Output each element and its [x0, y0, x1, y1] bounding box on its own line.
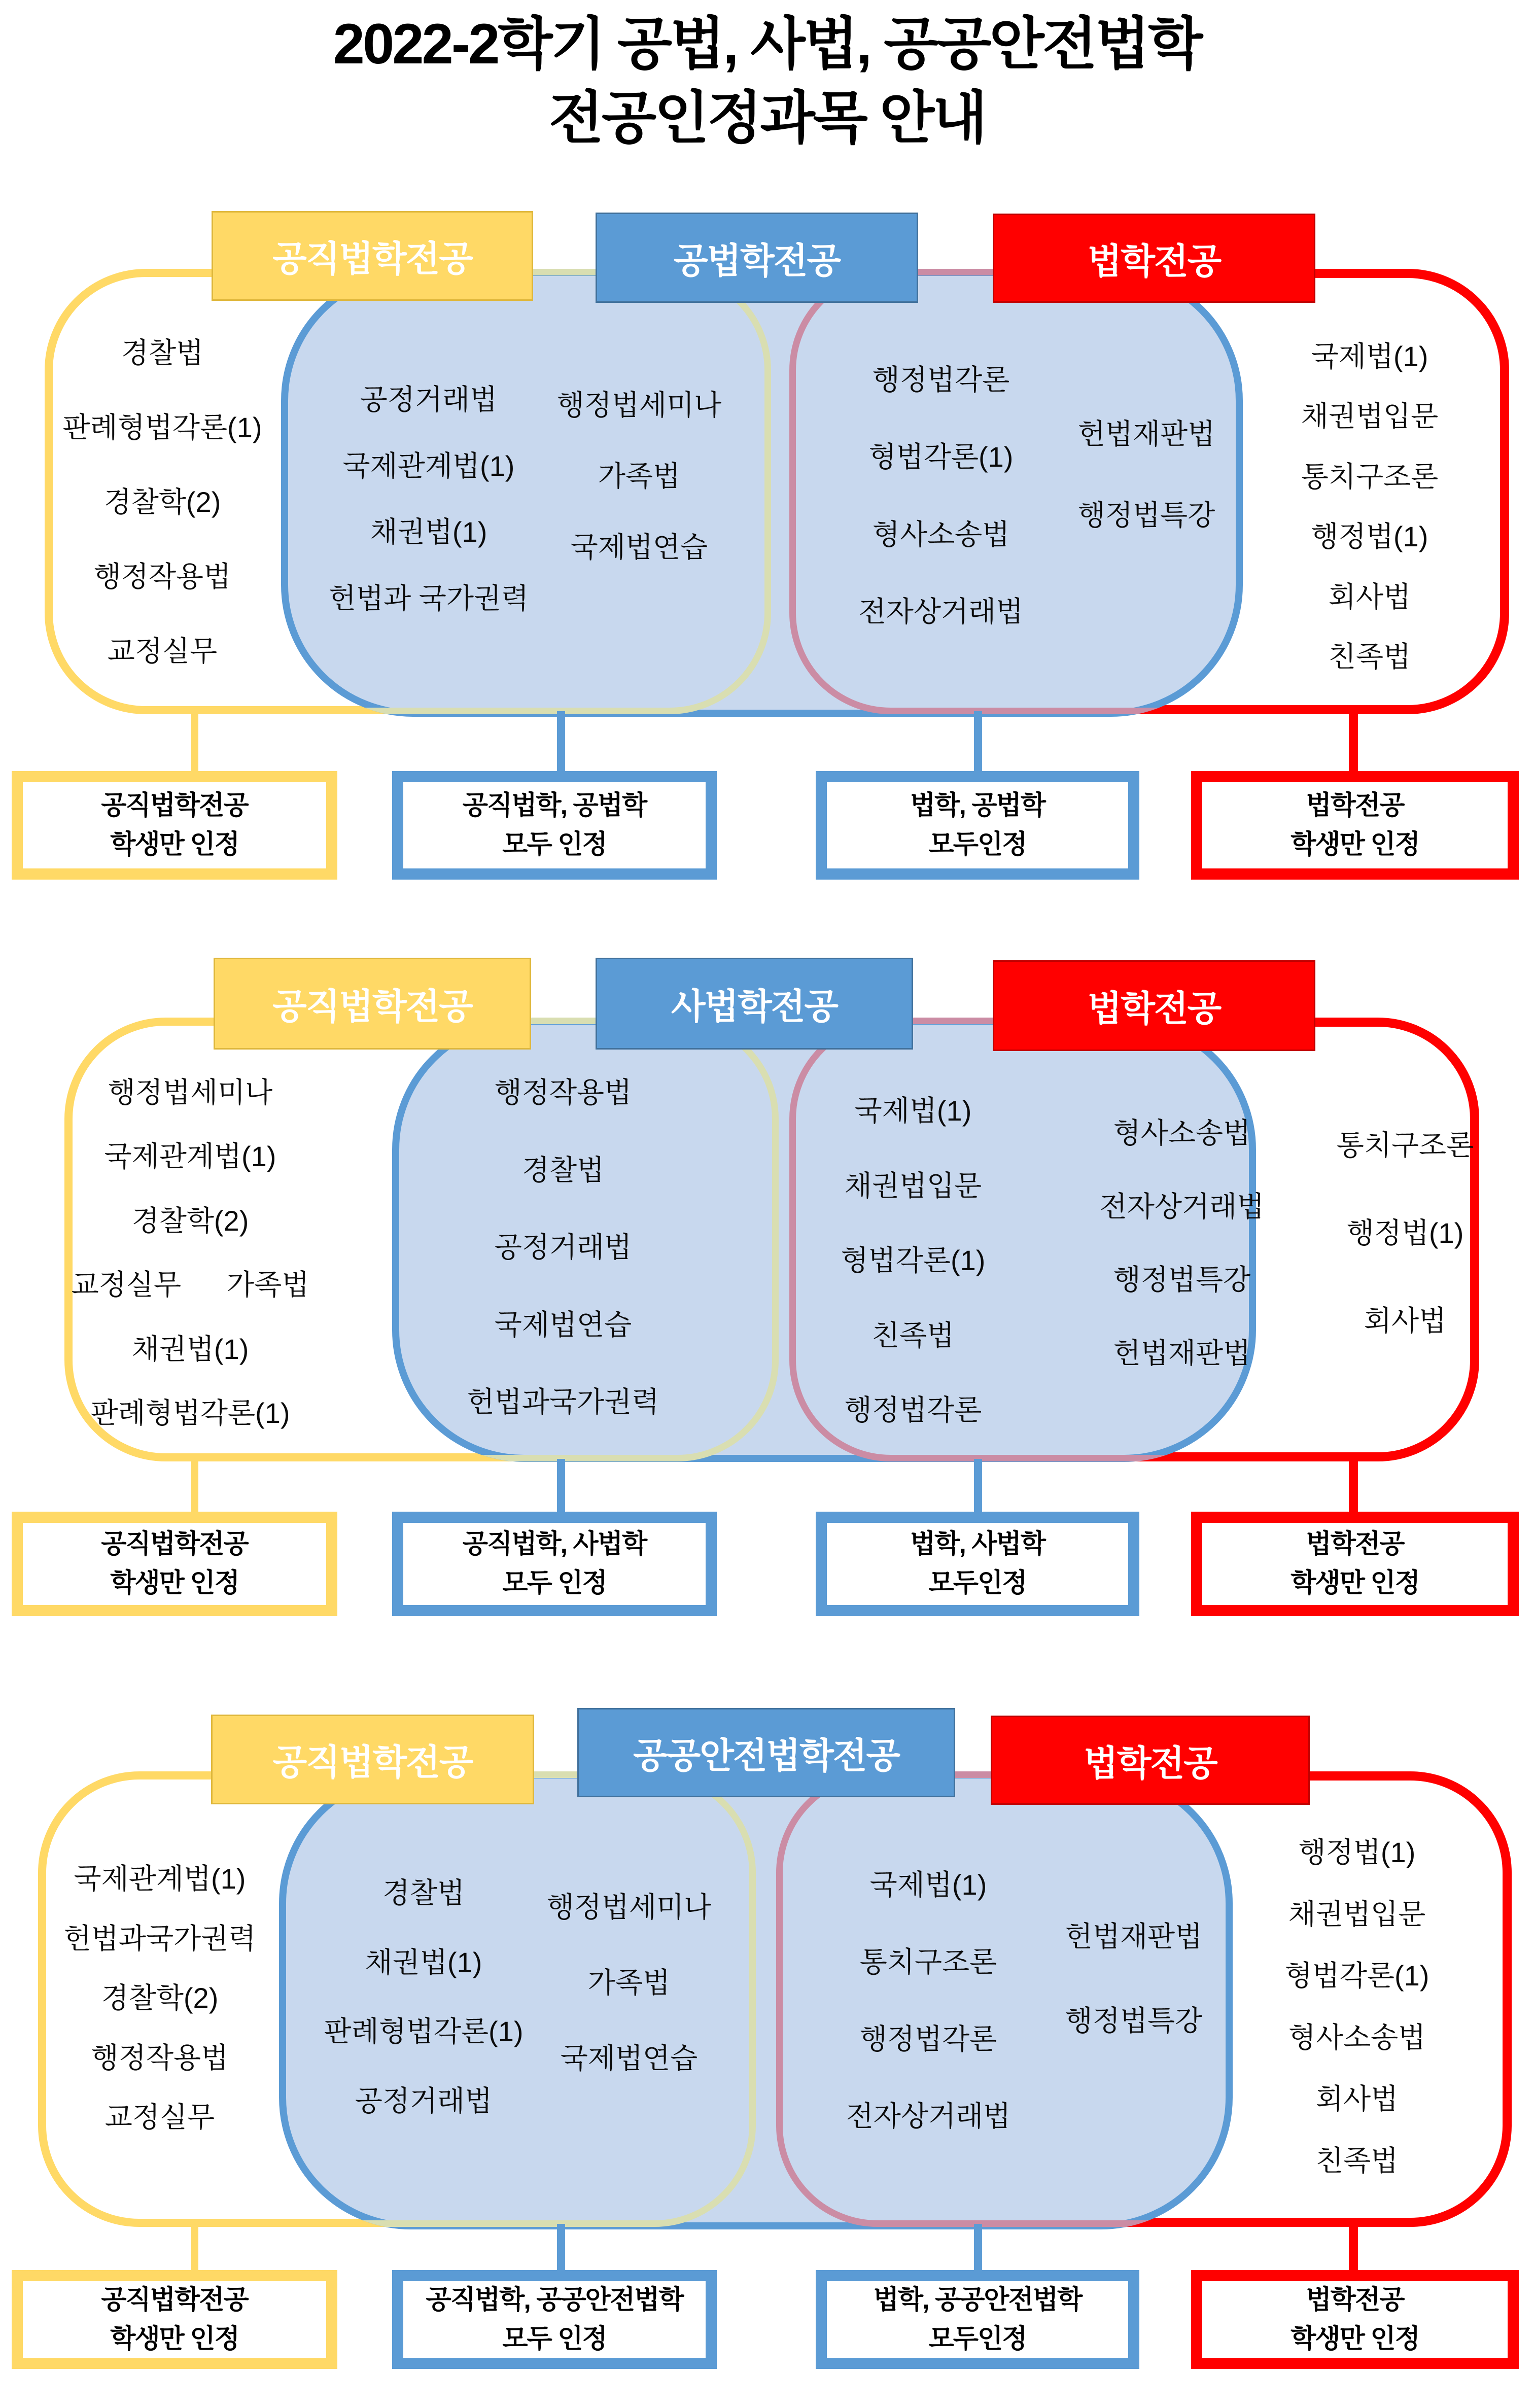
- course-item: 행정법(1): [1311, 520, 1428, 553]
- course-item: 가족법: [598, 460, 681, 492]
- course-item: 헌법과국가권력: [63, 1922, 256, 1955]
- course-row: [860, 2017, 997, 2057]
- course-row: [343, 444, 515, 484]
- legend-box-line: 학생만 인정: [1291, 830, 1419, 859]
- course-item: 채권법(1): [370, 516, 487, 548]
- course-item: 교정실무: [107, 635, 218, 667]
- legend-box-3: [816, 2270, 1139, 2369]
- course-row: [72, 1263, 309, 1303]
- legend-box-line: 공직법학전공: [101, 2285, 248, 2315]
- course-item: 형법각론(1): [841, 1244, 986, 1276]
- major-header-yellow: 공직법학전공: [214, 958, 531, 1050]
- course-item: 전자상거래법: [858, 595, 1024, 627]
- course-row: [108, 1070, 273, 1111]
- course-row: [1288, 1892, 1425, 1933]
- course-item: 형법각론(1): [1284, 1960, 1430, 1992]
- legend-box-2: [392, 1512, 717, 1616]
- course-item: 전자상거래법: [1099, 1190, 1265, 1223]
- course-item: 국제법(1): [854, 1095, 972, 1127]
- course-item: 판례형법각론(1): [62, 411, 262, 443]
- course-item: 판례형법각론(1): [90, 1397, 290, 1429]
- course-row: [495, 1070, 632, 1111]
- course-item: 채권법(1): [365, 1946, 482, 1978]
- legend-box-1: [12, 1512, 337, 1616]
- course-item: 교정실무: [104, 2101, 215, 2133]
- legend-box-line: 모두 인정: [502, 1568, 607, 1598]
- course-row: [1301, 394, 1438, 435]
- course-item: 형사소송법: [1113, 1117, 1251, 1149]
- course-row: [1299, 1830, 1416, 1871]
- course-item: 행정법(1): [1346, 1217, 1464, 1249]
- course-item: 경찰학(2): [131, 1204, 249, 1237]
- legend-box-line: 공직법학전공: [101, 1529, 248, 1559]
- connector-line: [557, 2224, 565, 2271]
- zone-right-only: [1299, 1123, 1512, 1339]
- legend-box-line: 모두인정: [928, 1568, 1027, 1598]
- course-row: [1347, 1211, 1464, 1251]
- zone-left-overlap-1: [315, 377, 543, 617]
- legend-box-2: [392, 2270, 717, 2369]
- course-row: [324, 2009, 523, 2050]
- course-row: [845, 1164, 982, 1204]
- course-row: [64, 1916, 256, 1957]
- course-row: [382, 1871, 465, 1911]
- course-row: [1311, 514, 1428, 555]
- course-item: 가족법: [587, 1967, 671, 1999]
- legend-box-line: 법학전공: [1306, 1529, 1404, 1559]
- course-item: 전자상거래법: [846, 2100, 1011, 2132]
- course-row: [101, 1976, 219, 2016]
- major-header-blue: 공법학전공: [596, 213, 918, 303]
- legend-box-line: 학생만 인정: [1291, 1568, 1419, 1598]
- connector-line: [191, 711, 198, 773]
- connector-line: [557, 1459, 565, 1513]
- course-item: 행정법특강: [1065, 2005, 1203, 2037]
- legend-box-line: 학생만 인정: [110, 2324, 239, 2354]
- course-row: [132, 1327, 249, 1368]
- major-header-red: 법학전공: [993, 960, 1315, 1051]
- connector-line: [557, 711, 565, 773]
- course-row: [360, 377, 497, 418]
- legend-box-line: 학생만 인정: [110, 1568, 239, 1598]
- course-row: [1288, 2015, 1425, 2056]
- major-header-blue: 사법학전공: [596, 958, 913, 1050]
- legend-box-3: [816, 771, 1139, 880]
- course-item: 경찰법: [521, 1154, 605, 1186]
- legend-box-line: 공직법학, 공공안전법학: [426, 2285, 683, 2315]
- zone-right-only: [1258, 334, 1481, 675]
- course-item: 헌법재판법: [1113, 1337, 1251, 1369]
- course-row: [522, 1148, 604, 1189]
- course-row: [1113, 1111, 1250, 1151]
- course-item: 경찰학(2): [103, 486, 221, 518]
- course-row: [869, 435, 1014, 475]
- zone-left-overlap-2: [528, 383, 751, 566]
- course-item: 행정작용법: [91, 2041, 229, 2074]
- course-row: [108, 629, 217, 670]
- course-row: [94, 554, 231, 595]
- course-row: [1364, 1299, 1446, 1339]
- course-item: 행정법특강: [1077, 499, 1215, 531]
- course-row: [557, 383, 722, 424]
- course-item: 행정법세미나: [546, 1891, 712, 1923]
- course-item: 헌법재판법: [1065, 1921, 1203, 1952]
- legend-box-line: 법학, 공법학: [910, 791, 1045, 821]
- zone-right-overlap-2: [1025, 1914, 1243, 2039]
- course-row: [1329, 635, 1411, 675]
- course-item: 경찰학(2): [101, 1982, 219, 2014]
- course-item: 행정법특강: [1113, 1264, 1251, 1296]
- course-item: 공정거래법: [494, 1231, 632, 1263]
- legend-box-1: [12, 771, 337, 880]
- course-row: [1285, 1953, 1430, 1994]
- course-item: 경찰법: [382, 1877, 465, 1909]
- connector-line: [191, 2224, 198, 2271]
- connector-line: [1349, 2224, 1358, 2271]
- major-header-yellow: 공직법학전공: [211, 1715, 534, 1804]
- course-row: [1100, 1184, 1265, 1225]
- zone-left-overlap-2: [517, 1885, 741, 2077]
- zone-right-overlap-1: [817, 1863, 1040, 2135]
- course-item: 헌법재판법: [1077, 418, 1215, 450]
- legend-box-4: [1191, 2270, 1519, 2369]
- legend-box-line: 법학전공: [1306, 791, 1404, 821]
- legend-box-line: 공직법학전공: [101, 791, 248, 821]
- legend-box-1: [12, 2270, 337, 2369]
- course-item: 국제법연습: [570, 531, 708, 563]
- course-row: [870, 1863, 987, 1903]
- major-header-blue: 공공안전법학전공: [577, 1708, 955, 1797]
- connector-line: [191, 1459, 198, 1513]
- course-row: [1078, 412, 1215, 452]
- course-row: [90, 1391, 290, 1432]
- zone-left-overlap-1: [446, 1070, 680, 1420]
- course-item: 회사법: [1315, 2083, 1399, 2115]
- connector-line: [974, 2224, 982, 2271]
- course-row: [571, 525, 708, 566]
- zone-left-only: [48, 1070, 332, 1432]
- course-item: 행정법각론: [872, 364, 1010, 396]
- legend-box-line: 학생만 인정: [110, 830, 239, 859]
- course-row: [859, 589, 1024, 630]
- title-line-2: 전공인정과목 안내: [548, 86, 986, 150]
- course-row: [1065, 1999, 1202, 2039]
- course-item: 공정거래법: [355, 2084, 493, 2117]
- zone-right-overlap-2: [1035, 412, 1258, 534]
- course-row: [467, 1380, 659, 1420]
- course-row: [598, 454, 680, 495]
- legend-box-line: 공직법학, 사법학: [462, 1529, 647, 1559]
- course-row: [1316, 2139, 1398, 2179]
- connector-line: [974, 1459, 982, 1513]
- course-item: 형사소송법: [1288, 2021, 1426, 2053]
- course-row: [873, 512, 1009, 553]
- course-item: 행정법세미나: [556, 389, 722, 421]
- legend-box-line: 법학전공: [1306, 2285, 1404, 2315]
- zone-left-only: [38, 1857, 282, 2136]
- course-item: 채권법(1): [131, 1333, 249, 1365]
- course-row: [561, 2036, 698, 2077]
- course-row: [873, 358, 1009, 398]
- course-row: [1065, 1914, 1202, 1955]
- course-row: [495, 1303, 632, 1343]
- course-row: [74, 1857, 246, 1897]
- course-row: [365, 1940, 482, 1981]
- course-item: 국제관계법(1): [104, 1140, 276, 1173]
- course-item: 채권법입문: [1301, 400, 1439, 433]
- course-item: 형사소송법: [872, 518, 1010, 550]
- legend-box-line: 모두 인정: [502, 2324, 607, 2354]
- course-item: 친족법: [1315, 2144, 1399, 2177]
- major-header-red: 법학전공: [991, 1716, 1310, 1805]
- course-row: [1311, 334, 1428, 375]
- course-item: 통치구조론: [859, 1946, 997, 1978]
- course-row: [872, 1313, 954, 1354]
- course-row: [588, 1961, 670, 2001]
- course-item: 형법각론(1): [868, 441, 1014, 473]
- course-item: 공정거래법: [360, 383, 498, 415]
- zone-right-overlap-1: [827, 358, 1055, 630]
- course-row: [132, 1199, 249, 1239]
- course-item: 통치구조론: [1336, 1129, 1474, 1161]
- course-row: [495, 1225, 632, 1266]
- course-row: [105, 2095, 215, 2136]
- course-item: 국제법연습: [494, 1308, 632, 1341]
- course-item: 행정작용법: [494, 1076, 632, 1108]
- course-row: [62, 405, 262, 446]
- course-item: 채권법입문: [1288, 1898, 1426, 1930]
- legend-box-line: 모두인정: [928, 830, 1027, 859]
- course-row: [104, 480, 221, 520]
- legend-box-4: [1191, 1512, 1519, 1616]
- course-item: 회사법: [1364, 1305, 1447, 1337]
- connector-line: [974, 711, 982, 773]
- course-row: [547, 1885, 712, 1926]
- course-item: 국제법연습: [560, 2042, 698, 2074]
- course-item: 통치구조론: [1301, 460, 1439, 493]
- course-row: [841, 1238, 986, 1279]
- course-item: 친족법: [871, 1319, 955, 1351]
- course-row: [329, 576, 529, 617]
- course-row: [845, 1388, 982, 1428]
- course-row: [1113, 1258, 1250, 1298]
- course-row: [355, 2079, 492, 2119]
- course-item: 회사법: [1328, 580, 1411, 613]
- zone-right-only: [1248, 1830, 1466, 2179]
- course-item: 행정작용법: [93, 561, 231, 592]
- connector-line: [1349, 1459, 1358, 1513]
- course-row: [104, 1134, 276, 1175]
- course-item: 국제법(1): [869, 1869, 987, 1901]
- course-row: [846, 2094, 1011, 2135]
- course-item: 국제법(1): [1311, 340, 1428, 372]
- course-item: 경찰법: [121, 337, 204, 369]
- page-title: [0, 7, 1534, 155]
- course-item: 교정실무: [71, 1269, 182, 1301]
- course-item: 국제관계법(1): [342, 449, 515, 482]
- course-item: 친족법: [1328, 640, 1411, 673]
- connector-line: [1349, 711, 1358, 773]
- zone-left-overlap-1: [309, 1871, 538, 2119]
- legend-box-4: [1191, 771, 1519, 880]
- legend-box-2: [392, 771, 717, 880]
- course-row: [370, 510, 487, 550]
- zone-right-overlap-1: [801, 1089, 1025, 1428]
- course-item: 행정법세미나: [108, 1076, 273, 1108]
- legend-box-line: 공직법학, 공법학: [462, 791, 647, 821]
- title-line-1: 2022-2학기 공법, 사법, 공공안전법학: [333, 12, 1201, 76]
- course-item: 채권법입문: [844, 1169, 982, 1202]
- zone-left-only: [41, 331, 284, 670]
- course-row: [121, 331, 203, 371]
- course-item: 판례형법각론(1): [324, 2015, 524, 2048]
- course-row: [1301, 455, 1438, 495]
- legend-box-line: 모두인정: [928, 2324, 1027, 2354]
- course-row: [1113, 1331, 1250, 1372]
- course-row: [91, 2036, 228, 2076]
- course-item: 가족법: [227, 1269, 309, 1301]
- course-row: [860, 1940, 997, 1980]
- course-row: [1329, 575, 1411, 615]
- course-row: [1078, 493, 1215, 534]
- course-row: [1316, 2077, 1398, 2117]
- course-item: 행정법(1): [1298, 1836, 1416, 1868]
- legend-box-line: 모두 인정: [502, 830, 607, 859]
- course-row: [855, 1089, 972, 1129]
- legend-box-3: [816, 1512, 1139, 1616]
- major-header-red: 법학전공: [993, 214, 1315, 303]
- course-item: 헌법과국가권력: [467, 1386, 659, 1418]
- zone-right-overlap-2: [1070, 1111, 1294, 1372]
- course-item: 행정법각론: [844, 1394, 982, 1426]
- major-header-yellow: 공직법학전공: [212, 211, 533, 301]
- course-item: 행정법각론: [859, 2023, 997, 2055]
- course-row: [1337, 1123, 1474, 1164]
- legend-box-line: 법학, 사법학: [910, 1529, 1045, 1559]
- legend-box-line: 법학, 공공안전법학: [873, 2285, 1082, 2315]
- course-item: 헌법과 국가권력: [328, 582, 529, 614]
- course-item: 국제관계법(1): [74, 1863, 246, 1895]
- legend-box-line: 학생만 인정: [1291, 2324, 1419, 2354]
